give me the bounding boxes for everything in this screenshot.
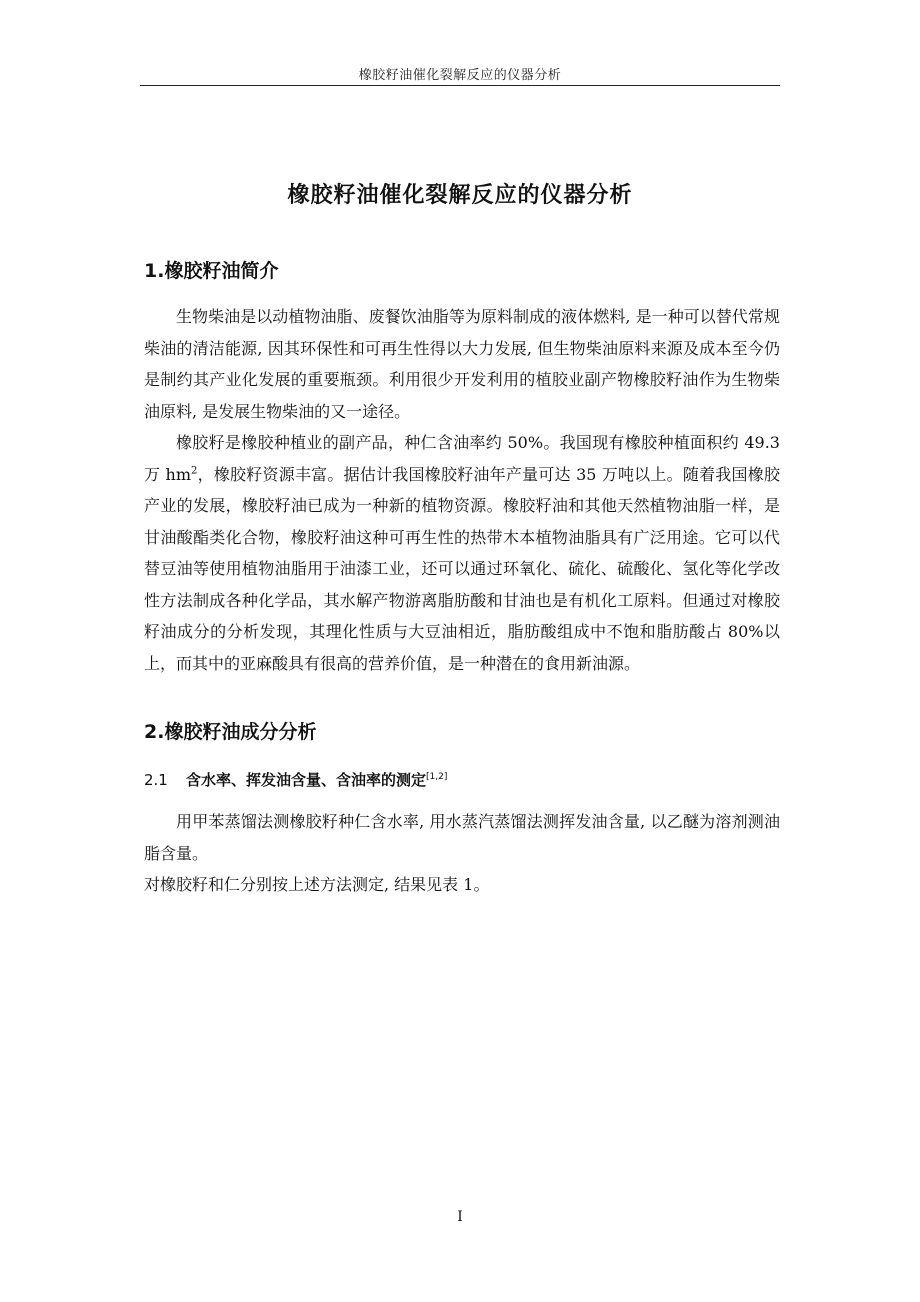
paragraph-method-1: 用甲苯蒸馏法测橡胶籽种仁含水率, 用水蒸汽蒸馏法测挥发油含量, 以乙醚为溶剂测油脂含量。 bbox=[144, 812, 780, 863]
superscript-2: 2 bbox=[191, 465, 198, 477]
paragraph-method-2: 对橡胶籽和仁分别按上述方法测定, 结果见表 1。 bbox=[144, 875, 490, 894]
paragraph-intro-2-text-b: ，橡胶籽资源丰富。据估计我国橡胶籽油年产量可达 35 万吨以上。随着我国橡胶产业的发展，橡胶籽油已成为一种新的植物资源。橡胶籽油和其他天然植物油脂一样，是甘油酸酯类化合物，橡胶籽油这种可再生性的热带木本植物油脂具有广泛用途。它可以代替豆油等使用植物油脂用于油漆工业，还可以通过环氧化、硫化、硫酸化、氢化等化学改性方法制成各种化学品，其水解产物游离脂肪酸和甘油也是有机化工原料。但通过对橡胶籽油成分的分析发现，其理化性质与大豆油相近，脂肪酸组成中不饱和脂肪酸占 80%以上，而其中的亚麻酸具有很高的营养价值，是一种潜在的食用新油源。 bbox=[144, 464, 780, 673]
section-heading-2: 2.橡胶籽油成分分析 bbox=[144, 721, 317, 743]
header-divider bbox=[140, 85, 780, 86]
subsection-title: 含水率、挥发油含量、含油率的测定 bbox=[186, 771, 427, 789]
paragraph-intro-1: 生物柴油是以动植物油脂、废餐饮油脂等为原料制成的液体燃料, 是一种可以替代常规柴油的清洁能源, 因其环保性和可再生性得以大力发展, 但生物柴油原料来源及成本至今仍是制约其产业化发展的重要瓶颈。利用很少开发利用的植胶业副产物橡胶籽油作为生物柴油原料, 是发展生物柴油的又一途径。 bbox=[144, 307, 780, 421]
paragraph-intro-2-text-a: 橡胶籽是橡胶种植业的副产品，种仁含油率约 50%。我国现有橡胶种植面积约 49.3 万 hm bbox=[144, 433, 780, 484]
running-header: 橡胶籽油催化裂解反应的仪器分析 bbox=[358, 68, 562, 83]
paragraph-intro-2 bbox=[144, 427, 780, 679]
subsection-number: 2.1 bbox=[144, 771, 168, 789]
citation-ref[interactable]: [1,2] bbox=[426, 772, 448, 782]
page-number: I bbox=[457, 1209, 463, 1225]
subsection-heading-2-1 bbox=[144, 769, 447, 790]
section-heading-1: 1.橡胶籽油简介 bbox=[144, 260, 279, 282]
document-title: 橡胶籽油催化裂解反应的仪器分析 bbox=[287, 183, 633, 208]
